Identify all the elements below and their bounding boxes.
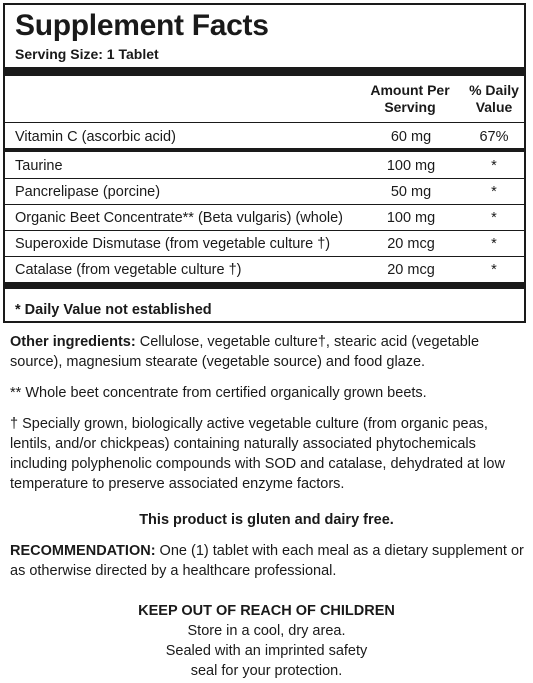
- other-ingredients-text: Cellulose, vegetable culture†, stearic acid (vegetable source), magnesium stearate (vegetable source) and food glaze.: [10, 334, 480, 370]
- seal-line: seal for your protection.: [190, 663, 343, 679]
- row-daily-value: *: [491, 158, 497, 174]
- row-divider: [5, 204, 524, 205]
- top-divider: [5, 67, 524, 76]
- row-amount: 60 mg: [390, 129, 432, 145]
- warning-heading: KEEP OUT OF REACH OF CHILDREN: [138, 603, 395, 619]
- row-name: Superoxide Dismutase (from vegetable culture †): [15, 236, 331, 252]
- row-name: Catalase (from vegetable culture †): [15, 262, 242, 278]
- row-amount: 50 mg: [390, 184, 432, 200]
- bottom-divider: [5, 282, 524, 289]
- beet-note: ** Whole beet concentrate from certified organically grown beets.: [10, 385, 427, 401]
- row-name: Taurine: [15, 158, 63, 174]
- header-divider: [5, 122, 524, 123]
- row-daily-value: *: [491, 210, 497, 226]
- mid-divider: [5, 148, 524, 152]
- supplement-facts-panel: [3, 3, 526, 323]
- row-amount: 20 mcg: [387, 262, 435, 278]
- row-daily-value: *: [491, 262, 497, 278]
- seal-line: Sealed with an imprinted safety: [165, 643, 368, 659]
- recommendation: [10, 541, 525, 581]
- row-daily-value: *: [491, 184, 497, 200]
- header-daily-value: % Daily Value: [469, 82, 519, 115]
- row-divider: [5, 230, 524, 231]
- other-ingredients: [10, 332, 525, 372]
- row-name: Vitamin C (ascorbic acid): [15, 129, 176, 145]
- recommendation-text: One (1) tablet with each meal as a dietary supplement or as otherwise directed by a healthcare professional.: [10, 543, 524, 579]
- header-amount-per-serving: Amount Per Serving: [370, 82, 450, 115]
- culture-note: † Specially grown, biologically active vegetable culture (from organic peas, lentils, and/or chickpeas) containing naturally associated phytochemicals including polyphenolic compounds with SOD and catalase, dehydrated at low temperature to preserve associated enzyme factors.: [10, 416, 505, 492]
- daily-value-footnote: * Daily Value not established: [15, 302, 212, 318]
- row-name: Organic Beet Concentrate** (Beta vulgaris) (whole): [15, 210, 344, 226]
- row-name: Pancrelipase (porcine): [15, 184, 161, 200]
- gluten-statement: This product is gluten and dairy free.: [139, 512, 394, 528]
- row-amount: 100 mg: [386, 158, 436, 174]
- row-divider: [5, 256, 524, 257]
- storage-line: Store in a cool, dry area.: [187, 623, 346, 639]
- row-daily-value: *: [491, 236, 497, 252]
- recommendation-label: RECOMMENDATION:: [10, 543, 156, 559]
- row-amount: 20 mcg: [387, 236, 435, 252]
- other-ingredients-label: Other ingredients:: [10, 334, 136, 350]
- serving-size: Serving Size: 1 Tablet: [15, 46, 159, 62]
- panel-title: Supplement Facts: [15, 9, 269, 42]
- row-divider: [5, 178, 524, 179]
- row-amount: 100 mg: [386, 210, 436, 226]
- row-daily-value: 67%: [479, 129, 509, 145]
